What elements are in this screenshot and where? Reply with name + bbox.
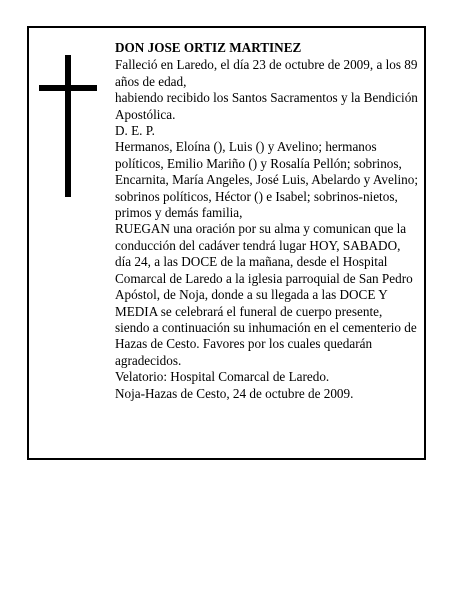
cross-horizontal-bar (39, 85, 97, 91)
wake-location: Velatorio: Hospital Comarcal de Laredo. (115, 369, 330, 385)
obituary-notice (27, 26, 426, 460)
funeral-details: RUEGAN una oración por su alma y comunican que la conducción del cadáver tendrá lugar HOY, SABADO, día 24, a las DOCE de la mañana, desde el Hospital Comarcal de Laredo a la iglesia parroquial de San Pedro Apóstol, de Noja, donde a su llegada a las DOCE Y MEDIA se celebrará el funeral de cuerpo presente, siendo a continuación su inhumación en el cementerio de Hazas de Cesto. Favores por los cuales quedarán agradecidos. (115, 221, 417, 368)
cross-vertical-bar (65, 55, 71, 197)
obituary-text (115, 40, 419, 402)
family-list: Hermanos, Eloína (), Luis () y Avelino; hermanos políticos, Emilio Mariño () y Rosalía Pellón; sobrinos, Encarnita, María Angeles, José Luis, Abelardo y Avelino; sobrinos políticos, Héctor () e Isabel; sobrinos-nietos, primos y demás familia, (115, 139, 418, 221)
rip-line: D. E. P. (115, 123, 155, 139)
death-announcement: Falleció en Laredo, el día 23 de octubre de 2009, a los 89 años de edad, (115, 57, 418, 89)
sacraments-line: habiendo recibido los Santos Sacramentos y la Bendición Apostólica. (115, 90, 418, 122)
latin-cross-icon (39, 55, 97, 197)
deceased-name: DON JOSE ORTIZ MARTINEZ (115, 40, 302, 55)
place-and-date: Noja-Hazas de Cesto, 24 de octubre de 2009. (115, 385, 354, 401)
